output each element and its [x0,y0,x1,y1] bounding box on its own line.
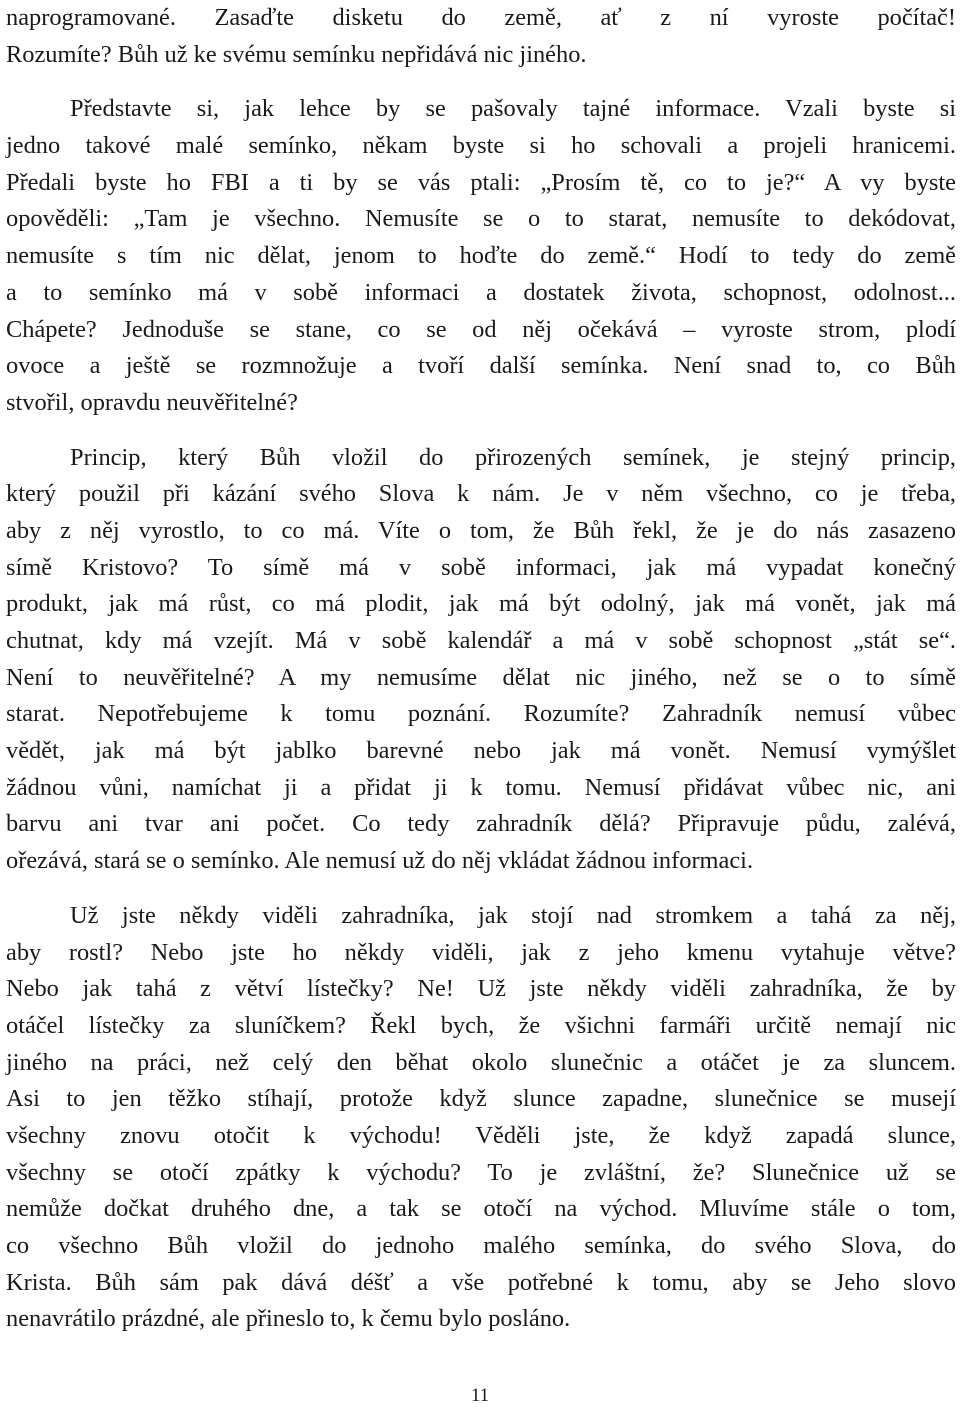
text-line: všechny znovu otočit k východu! Věděli jste, že když zapadá slunce, [6,1121,956,1149]
text-line: nemusíte s tím nic dělat, jenom to hoďte do země.“ Hodí to tedy do země [6,242,956,270]
text-line: Chápete? Jednoduše se stane, co se od něj očekává – vyroste strom, plodí [6,315,956,343]
text-line: Není to neuvěřitelné? A my nemusíme dělat nic jiného, než se o to símě [6,663,956,691]
text-line: žádnou vůni, namíchat ji a přidat ji k tomu. Nemusí přidávat vůbec nic, ani [6,773,956,801]
text-line: všechny se otočí zpátky k východu? To je zvláštní, že? Slunečnice už se [6,1158,956,1186]
page-number: 11 [470,1385,490,1406]
text-line: Už jste někdy viděli zahradníka, jak stojí nad stromkem a tahá za něj, [70,901,956,929]
paragraph-1 [6,0,956,73]
text-line: nemůže dočkat druhého dne, a tak se otočí na východ. Mluvíme stále o tom, [6,1195,956,1223]
paragraph-2 [6,91,956,421]
document-page [6,0,956,1338]
text-line: který použil při kázání svého Slova k nám. Je v něm všechno, co je třeba, [6,480,956,508]
text-line: a to semínko má v sobě informaci a dostatek života, schopnost, odolnost... [6,278,956,306]
text-line: Představte si, jak lehce by se pašovaly tajné informace. Vzali byste si [70,95,956,123]
text-line: jedno takové malé semínko, někam byste si ho schovali a projeli hranicemi. [6,132,956,160]
paragraph-4 [6,898,956,1338]
text-line: barvu ani tvar ani počet. Co tedy zahradník dělá? Připravuje půdu, zalévá, [6,810,956,838]
text-line: jiného na práci, než celý den běhat okolo slunečnic a otáčet je za sluncem. [6,1048,956,1076]
text-line: naprogramované. Zasaďte disketu do země, ať z ní vyroste počítač! [6,4,956,31]
text-line: produkt, jak má růst, co má plodit, jak má být odolný, jak má vonět, jak má [6,590,956,618]
text-line: stvořil, opravdu neuvěřitelné? [6,388,298,416]
text-line: Princip, který Bůh vložil do přirozených semínek, je stejný princip, [70,443,956,471]
text-line: ořezává, stará se o semínko. Ale nemusí už do něj vkládat žádnou informaci. [6,847,754,875]
text-line: Nebo jak tahá z větví lístečky? Ne! Už jste někdy viděli zahradníka, že by [6,975,956,1003]
text-line: nenavrátilo prázdné, ale přineslo to, k čemu bylo posláno. [6,1305,571,1333]
text-line: aby rostl? Nebo jste ho někdy viděli, jak z jeho kmenu vytahuje větve? [6,938,956,966]
text-line: aby z něj vyrostlo, to co má. Víte o tom, že Bůh řekl, že je do nás zasazeno [6,516,956,544]
text-line: Předali byste ho FBI a ti by se vás ptali: „Prosím tě, co to je?“ A vy byste [6,168,956,196]
text-line: vědět, jak má být jablko barevné nebo jak má vonět. Nemusí vymýšlet [6,737,956,765]
text-line: Rozumíte? Bůh už ke svému semínku nepřidává nic jiného. [6,40,587,68]
paragraph-3 [6,440,956,880]
text-line: starat. Nepotřebujeme k tomu poznání. Rozumíte? Zahradník nemusí vůbec [6,700,956,728]
text-line: co všechno Bůh vložil do jednoho malého semínka, do svého Slova, do [6,1232,956,1259]
text-line: ovoce a ještě se rozmnožuje a tvoří další semínka. Není snad to, co Bůh [6,352,956,380]
text-line: chutnat, kdy má vzejít. Má v sobě kalendář a má v sobě schopnost „stát se“. [6,627,956,654]
text-line: otáčel lístečky za sluníčkem? Řekl bych, že všichni farmáři určitě nemají nic [6,1011,956,1039]
text-line: Asi to jen těžko stíhají, protože když slunce zapadne, slunečnice se musejí [6,1085,956,1113]
text-line: Krista. Bůh sám pak dává déšť a vše potřebné k tomu, aby se Jeho slovo [6,1268,956,1296]
text-line: opověděli: „Tam je všechno. Nemusíte se o to starat, nemusíte to dekódovat, [6,205,956,233]
text-line: símě Kristovo? To símě má v sobě informaci, jak má vypadat konečný [6,553,956,581]
